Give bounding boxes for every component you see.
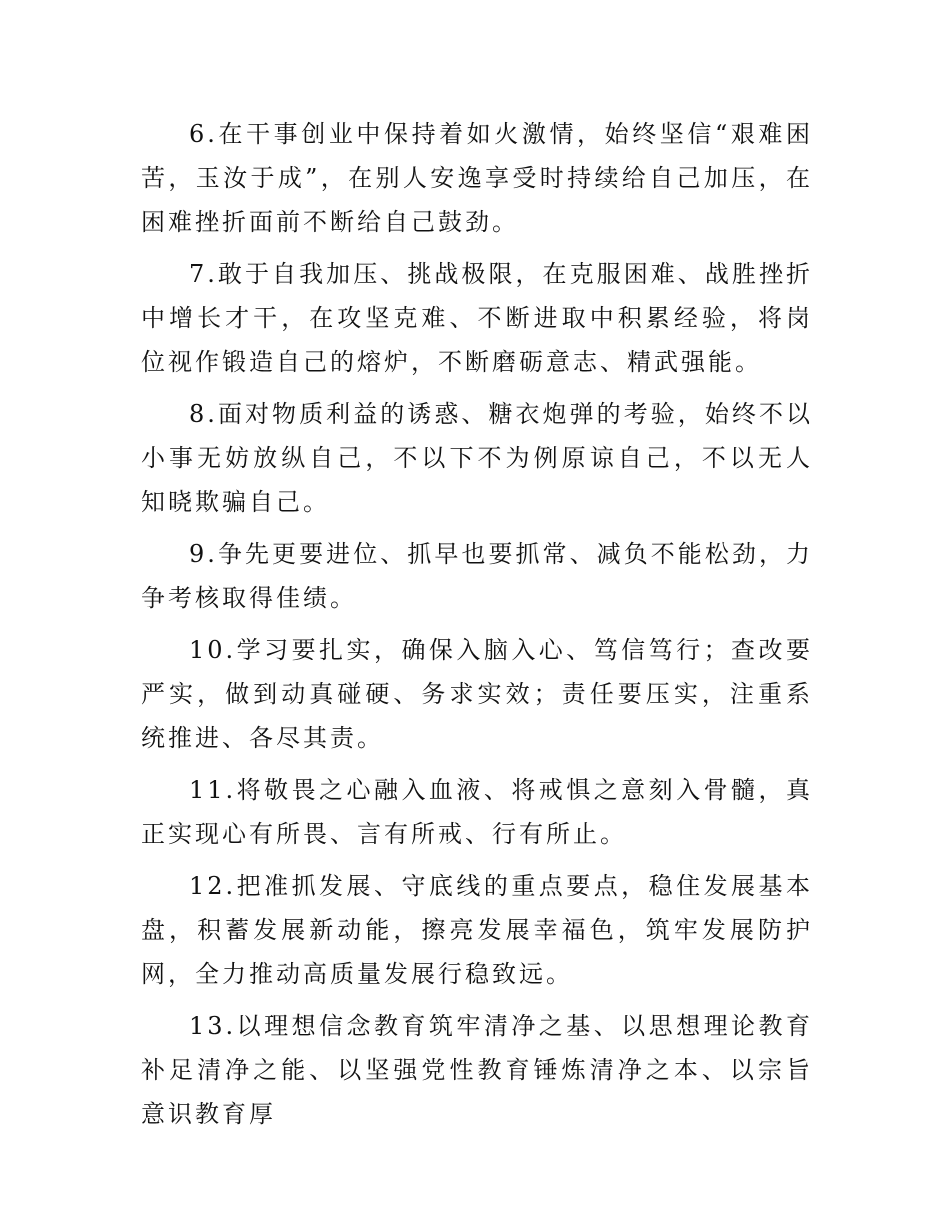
document-body <box>141 112 813 1144</box>
paragraph-12: 12.把准抓发展、守底线的重点要点，稳住发展基本盘，积蓄发展新动能，擦亮发展幸福色，筑牢发展防护网，全力推动高质量发展行稳致远。 <box>141 872 813 988</box>
paragraph-8: 8.面对物质利益的诱惑、糖衣炮弹的考验，始终不以小事无妨放纵自己，不以下不为例原谅自己，不以无人知晓欺骗自己。 <box>141 400 813 516</box>
paragraph-9: 9.争先更要进位、抓早也要抓常、减负不能松劲，力争考核取得佳绩。 <box>141 540 813 612</box>
paragraph-10: 10.学习要扎实，确保入脑入心、笃信笃行；查改要严实，做到动真碰硬、务求实效；责任要压实，注重系统推进、各尽其责。 <box>141 636 813 752</box>
paragraph-6: 6.在干事创业中保持着如火激情，始终坚信“艰难困苦，玉汝于成”，在别人安逸享受时持续给自己加压，在困难挫折面前不断给自己鼓劲。 <box>141 120 813 236</box>
paragraph-7: 7.敢于自我加压、挑战极限，在克服困难、战胜挫折中增长才干，在攻坚克难、不断进取中积累经验，将岗位视作锻造自己的熔炉，不断磨砺意志、精武强能。 <box>141 260 813 376</box>
paragraph-11: 11.将敬畏之心融入血液、将戒惧之意刻入骨髓，真正实现心有所畏、言有所戒、行有所止。 <box>141 776 813 848</box>
paragraph-13: 13.以理想信念教育筑牢清净之基、以思想理论教育补足清净之能、以坚强党性教育锤炼清净之本、以宗旨意识教育厚 <box>141 1012 813 1128</box>
